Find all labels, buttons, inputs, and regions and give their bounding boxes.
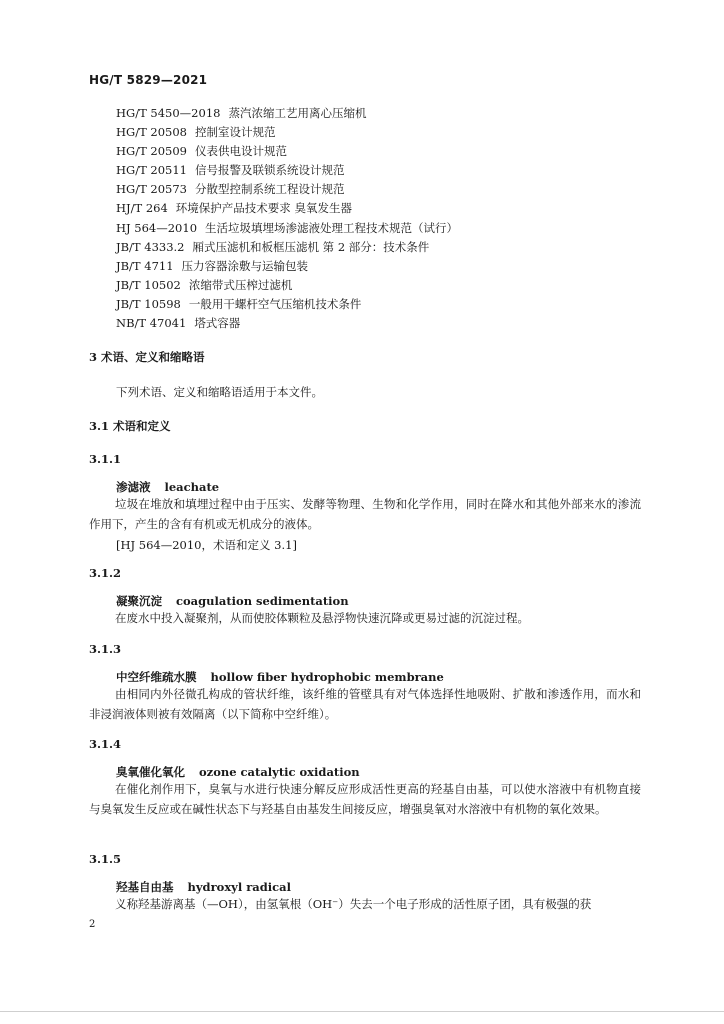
reference-item [116,219,676,238]
page-bottom-rule [0,1011,724,1012]
term-number: 3.1.2 [89,566,122,580]
reference-title: 压力容器涂敷与运输包装 [181,258,309,273]
reference-code: JB/T 4333.2 [116,239,185,254]
reference-title: 仪表供电设计规范 [195,144,287,159]
term-definition: 在废水中投入凝聚剂，从而使胶体颗粒及悬浮物快速沉降或更易过滤的沉淀过程。 [115,611,529,625]
reference-item [116,257,676,276]
term-en: coagulation sedimentation [176,594,349,608]
term-title [116,879,291,895]
reference-item [116,276,676,295]
section-intro: 下列术语、定义和缩略语适用于本文件。 [116,385,323,399]
reference-title: 蒸汽浓缩工艺用离心压缩机 [228,106,367,120]
reference-item [116,161,676,180]
document-id: HG/T 5829—2021 [89,73,208,87]
term-definition: 由相同内外径微孔构成的管状纤维，该纤维的管壁具有对气体选择性地吸附、扩散和渗透作用，而水和非浸润液体则被有效隔离（以下简称中空纤维）。 [89,687,641,721]
term-cn: 中空纤维疏水膜 [116,670,197,684]
reference-title: 分散型控制系统工程设计规范 [195,182,345,197]
reference-item [116,142,676,161]
reference-title: 生活垃圾填埋场渗滤液处理工程技术规范（试行） [205,220,459,235]
term-title [116,764,360,780]
reference-item [116,238,676,257]
page-number: 2 [89,919,96,930]
reference-list [116,104,676,333]
term-definition: 垃圾在堆放和填埋过程中由于压实、发酵等物理、生物和化学作用，同时在降水和其他外部来水的渗流作用下，产生的含有有机或无机成分的液体。 [89,497,641,531]
term-en: leachate [164,480,220,494]
reference-code: JB/T 10598 [116,296,181,311]
term-title [116,593,349,609]
term-number: 3.1.4 [89,737,122,751]
reference-code: HG/T 5450—2018 [116,106,221,120]
reference-code: HJ 564—2010 [116,220,198,235]
term-definition: 在催化剂作用下，臭氧与水进行快速分解反应形成活性更高的羟基自由基，可以使水溶液中有机物直接与臭氧发生反应或在碱性状态下与羟基自由基发生间接反应，增强臭氧对水溶液中有机物的氧化效果。 [89,782,641,816]
term-title [116,669,444,685]
subsection-heading: 3.1 术语和定义 [89,419,171,433]
reference-code: NB/T 47041 [116,316,187,331]
term-definition: 义称羟基游离基（—OH），由氢氧根（OH⁻）失去一个电子形成的活性原子团，具有极强的获 [115,897,592,911]
reference-code: JB/T 4711 [116,258,174,273]
term-number: 3.1.5 [89,852,122,866]
term-en: ozone catalytic oxidation [199,765,360,779]
reference-item [116,104,676,123]
reference-title: 控制室设计规范 [195,125,276,140]
reference-item [116,123,676,142]
reference-item [116,295,676,314]
term-en: hollow fiber hydrophobic membrane [210,670,444,684]
reference-title: 厢式压滤机和板框压滤机 第 2 部分：技术条件 [192,239,430,254]
term-source: [HJ 564—2010，术语和定义 3.1] [116,538,297,552]
reference-code: HJ/T 264 [116,201,168,216]
reference-item [116,314,676,333]
term-cn: 渗滤液 [116,480,151,494]
reference-title: 信号报警及联锁系统设计规范 [195,163,345,178]
reference-title: 塔式容器 [194,316,241,331]
term-cn: 羟基自由基 [116,880,174,894]
term-en: hydroxyl radical [187,880,291,894]
reference-code: HG/T 20511 [116,163,187,178]
section-heading: 3 术语、定义和缩略语 [89,350,205,364]
reference-title: 环境保护产品技术要求 臭氧发生器 [175,201,352,216]
reference-title: 浓缩带式压榨过滤机 [188,277,293,292]
reference-code: JB/T 10502 [116,277,181,292]
reference-code: HG/T 20509 [116,144,187,159]
term-number: 3.1.1 [89,452,122,466]
reference-code: HG/T 20573 [116,182,187,197]
term-title [116,479,219,495]
reference-code: HG/T 20508 [116,125,187,140]
reference-item [116,180,676,199]
term-cn: 凝聚沉淀 [116,594,162,608]
term-cn: 臭氧催化氧化 [116,765,185,779]
term-number: 3.1.3 [89,642,122,656]
reference-item [116,199,676,218]
reference-title: 一般用干螺杆空气压缩机技术条件 [188,296,362,311]
